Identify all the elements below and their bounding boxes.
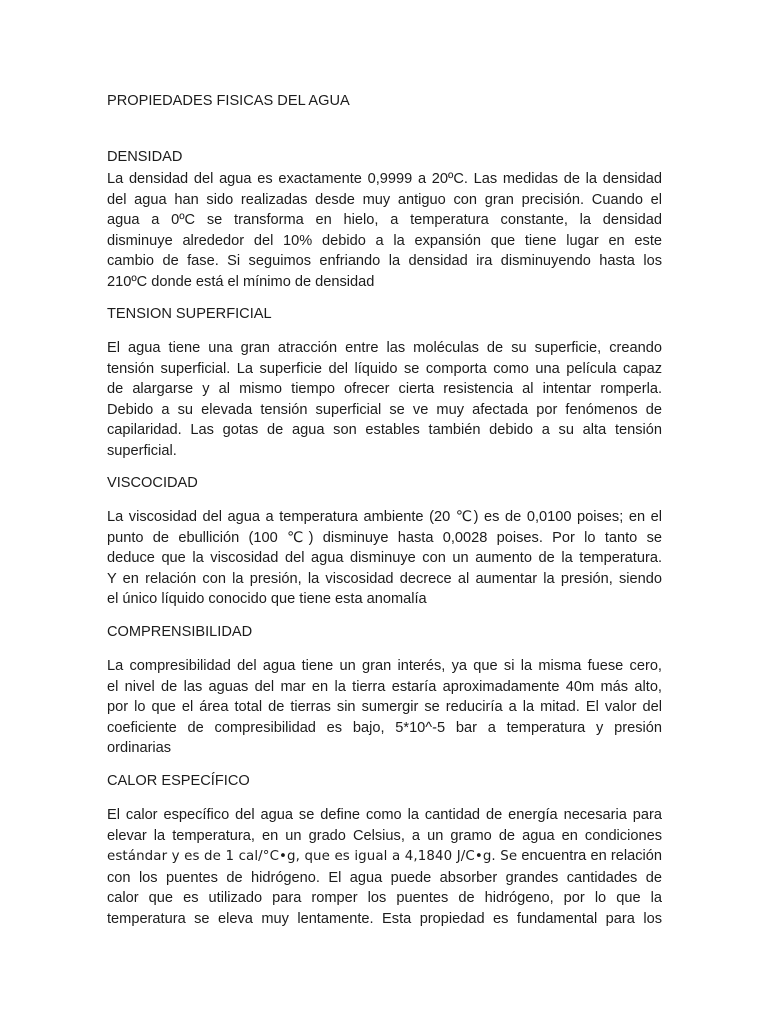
paragraph-line: coeficiente de compresibilidad es bajo, 5*10^-5 bar a temperatura y presión: [107, 719, 662, 736]
inline-text: encuentra en relación: [517, 848, 662, 865]
paragraph-line: La compresibilidad del agua tiene un gran interés, ya que si la misma fuese cero,: [107, 658, 662, 674]
section-paragraph-tension-superficial: [107, 338, 662, 462]
paragraph-line: El calor específico del agua se define como la cantidad de energía necesaria para: [107, 807, 662, 823]
section-paragraph-densidad: [107, 169, 662, 293]
paragraph-line: ordinarias: [107, 740, 172, 757]
paragraph-line: Debido a su elevada tensión superficial se ve muy afectada por fenómenos de: [107, 401, 662, 418]
paragraph-line: con los puentes de hidrógeno. El agua puede absorber grandes cantidades de: [107, 869, 662, 886]
section-heading-densidad: DENSIDAD: [107, 149, 183, 165]
paragraph-line: tensión superficial. La superficie del líquido se comporta como una película capaz: [107, 360, 662, 377]
paragraph-line: temperatura se eleva muy lentamente. Esta propiedad es fundamental para los: [107, 910, 662, 927]
section-heading-viscocidad: VISCOCIDAD: [107, 475, 198, 491]
paragraph-line: La viscosidad del agua a temperatura ambiente (20 ℃) es de 0,0100 poises; en el: [107, 509, 662, 525]
paragraph-line: calor que es utilizado para romper los puentes de hidrógeno, por lo que la: [107, 890, 662, 907]
paragraph-line: punto de ebullición (100 ℃) disminuye hasta 0,0028 poises. Por lo tanto se: [107, 529, 662, 546]
paragraph-line-mixed: [107, 846, 662, 868]
paragraph-line: superficial.: [107, 442, 177, 459]
paragraph-line: el único líquido conocido que tiene esta anomalía: [107, 591, 427, 608]
section-paragraph-viscocidad: [107, 507, 662, 610]
paragraph-line: elevar la temperatura, en un grado Celsius, a un gramo de agua en condiciones: [107, 827, 662, 844]
section-heading-comprensibilidad: COMPRENSIBILIDAD: [107, 624, 253, 640]
section-paragraph-comprensibilidad: [107, 656, 662, 759]
section-heading-calor-especifico: CALOR ESPECÍFICO: [107, 773, 250, 789]
paragraph-line: agua a 0ºC se transforma en hielo, a temperatura constante, la densidad: [107, 212, 662, 229]
inline-alt-font-text: estándar y es de 1 cal/°C•g, que es igual a 4,1840 J/C•g. Se: [107, 849, 518, 865]
section-heading-tension-superficial: TENSION SUPERFICIAL: [107, 306, 272, 322]
paragraph-line: El agua tiene una gran atracción entre las moléculas de su superficie, creando: [107, 340, 662, 356]
paragraph-line: Y en relación con la presión, la viscosidad decrece al aumentar la presión, siendo: [107, 570, 662, 587]
paragraph-line: el nivel de las aguas del mar en la tierra estaría aproximadamente 40m más alto,: [107, 678, 662, 695]
paragraph-line: 210ºC donde está el mínimo de densidad: [107, 273, 375, 290]
paragraph-line: La densidad del agua es exactamente 0,9999 a 20ºC. Las medidas de la densidad: [107, 171, 662, 187]
paragraph-line: cambio de fase. Si seguimos enfriando la densidad ira disminuyendo hasta los: [107, 253, 662, 270]
document-title: PROPIEDADES FISICAS DEL AGUA: [107, 93, 350, 109]
paragraph-line: por lo que el área total de tierras sin sumergir se reduciría a la mitad. El valor del: [107, 699, 662, 716]
paragraph-line: de alargarse y al mismo tiempo ofrecer cierta resistencia al intentar romperla.: [107, 381, 662, 398]
section-paragraph-calor-especifico: [107, 805, 662, 930]
paragraph-line: deduce que la viscosidad del agua disminuye con un aumento de la temperatura.: [107, 550, 662, 567]
paragraph-line: del agua han sido realizadas desde muy antiguo con gran precisión. Cuando el: [107, 191, 662, 208]
paragraph-line: disminuye alrededor del 10% debido a la expansión que tiene lugar en este: [107, 232, 662, 249]
paragraph-line: capilaridad. Las gotas de agua son estables también debido a su alta tensión: [107, 422, 662, 439]
